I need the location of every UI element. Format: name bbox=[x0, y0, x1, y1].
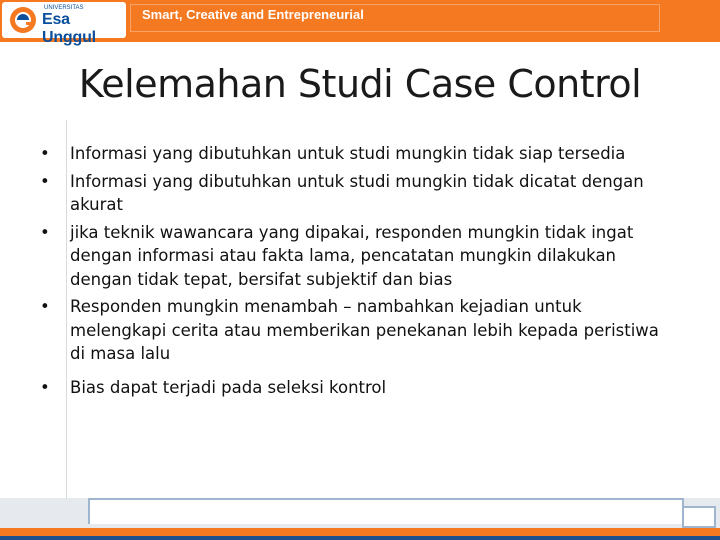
bullet-icon: • bbox=[40, 171, 50, 191]
list-item bbox=[40, 376, 670, 400]
logo-mark-icon bbox=[8, 5, 38, 35]
bullet-icon: • bbox=[40, 377, 50, 397]
header-bar bbox=[0, 0, 720, 46]
bullet-icon: • bbox=[40, 222, 50, 242]
footer-corner-box bbox=[682, 506, 716, 528]
logo-text: Esa Unggul bbox=[42, 11, 96, 46]
list-item bbox=[40, 295, 670, 366]
list-item bbox=[40, 142, 670, 166]
bullet-icon: • bbox=[40, 144, 50, 163]
bullet-text: Bias dapat terjadi pada seleksi kontrol bbox=[70, 377, 387, 397]
list-item bbox=[40, 221, 670, 292]
logo-small-text: UNIVERSITAS bbox=[44, 5, 84, 11]
bullet-text: Informasi yang dibutuhkan untuk studi mungkin tidak siap tersedia bbox=[70, 144, 626, 163]
bullet-text: Responden mungkin menambah – nambahkan kejadian untuk melengkapi cerita atau memberikan penekanan lebih kepada peristiwa di masa lalu bbox=[70, 297, 659, 363]
footer-frame bbox=[88, 498, 684, 524]
list-item bbox=[40, 170, 670, 217]
bullet-text: Informasi yang dibutuhkan untuk studi mungkin tidak dicatat dengan akurat bbox=[70, 171, 644, 214]
bullet-icon: • bbox=[40, 297, 50, 316]
bullet-text: jika teknik wawancara yang dipakai, responden mungkin tidak ingat dengan informasi atau fakta lama, pencatatan mungkin dilakukan dengan tidak tepat, bersifat subjektif dan bias bbox=[70, 222, 634, 289]
bullet-list bbox=[40, 142, 670, 403]
footer-blue-stripe bbox=[0, 536, 720, 540]
slide-title: Kelemahan Studi Case Control bbox=[78, 62, 642, 106]
tagline: Smart, Creative and Entrepreneurial bbox=[142, 7, 364, 22]
university-logo bbox=[2, 2, 126, 46]
